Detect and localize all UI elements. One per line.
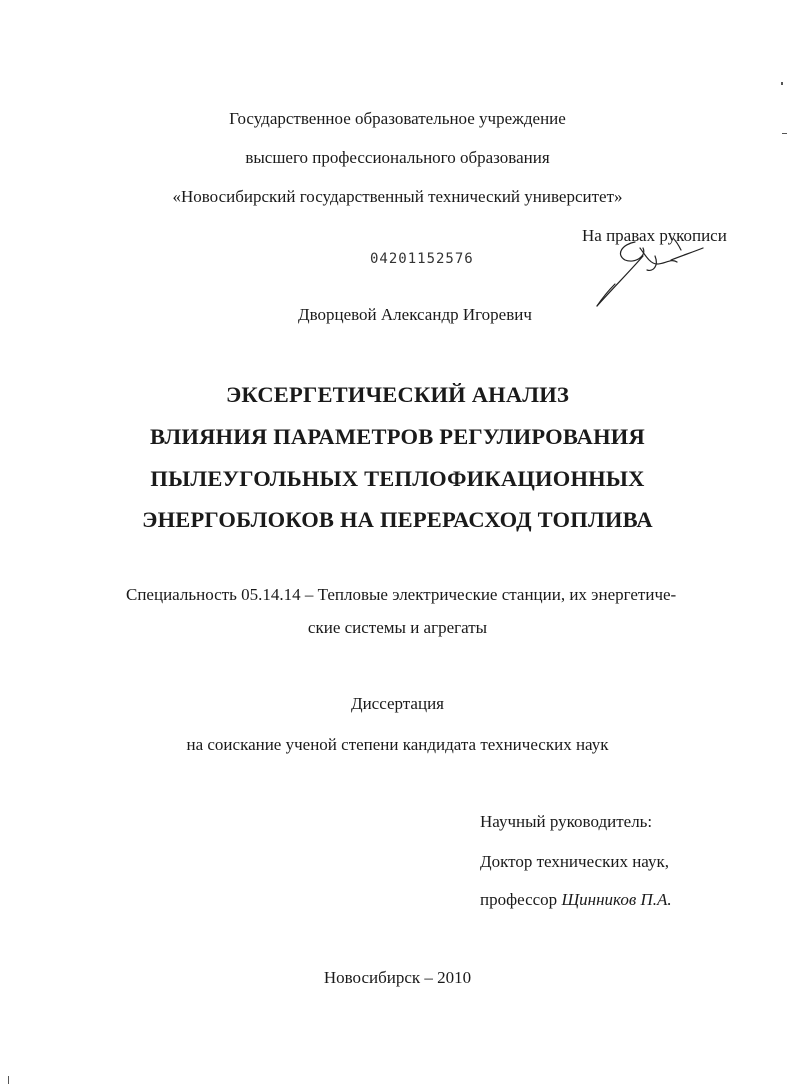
- place-year: Новосибирск – 2010: [323, 968, 472, 987]
- institution-line-1: Государственное образовательное учреждение: [229, 109, 566, 128]
- specialty-line-2: ские системы и агрегаты: [307, 618, 488, 637]
- work-type: Диссертация: [350, 694, 444, 713]
- scan-dot: [781, 82, 783, 85]
- registration-number: 04201152576: [370, 251, 474, 267]
- manuscript-rights: На правах рукописи: [582, 226, 727, 245]
- degree-sought: на соискание ученой степени кандидата технических наук: [186, 735, 609, 754]
- supervisor-position: профессор: [480, 890, 558, 909]
- title-line-2: ВЛИЯНИЯ ПАРАМЕТРОВ РЕГУЛИРОВАНИЯ: [150, 424, 645, 449]
- title-line-4: ЭНЕРГОБЛОКОВ НА ПЕРЕРАСХОД ТОПЛИВА: [142, 507, 653, 532]
- supervisor-degree: Доктор технических наук,: [480, 852, 669, 871]
- title-line-3: ПЫЛЕУГОЛЬНЫХ ТЕПЛОФИКАЦИОННЫХ: [150, 466, 645, 491]
- supervisor-name: Щинников П.А.: [561, 890, 672, 909]
- author-name: Дворцевой Александр Игоревич: [298, 305, 532, 324]
- title-line-1: ЭКСЕРГЕТИЧЕСКИЙ АНАЛИЗ: [225, 382, 570, 407]
- scan-dash: [782, 133, 787, 134]
- scan-edge-mark: [8, 1076, 9, 1084]
- institution-line-3: «Новосибирский государственный технический университет»: [172, 187, 623, 206]
- specialty-line-1: Специальность 05.14.14 – Тепловые электрические станции, их энергетиче-: [126, 585, 677, 604]
- signature-icon: [585, 234, 715, 314]
- institution-line-2: высшего профессионального образования: [245, 148, 550, 167]
- supervisor-line: [480, 890, 672, 910]
- supervisor-heading: Научный руководитель:: [480, 812, 653, 831]
